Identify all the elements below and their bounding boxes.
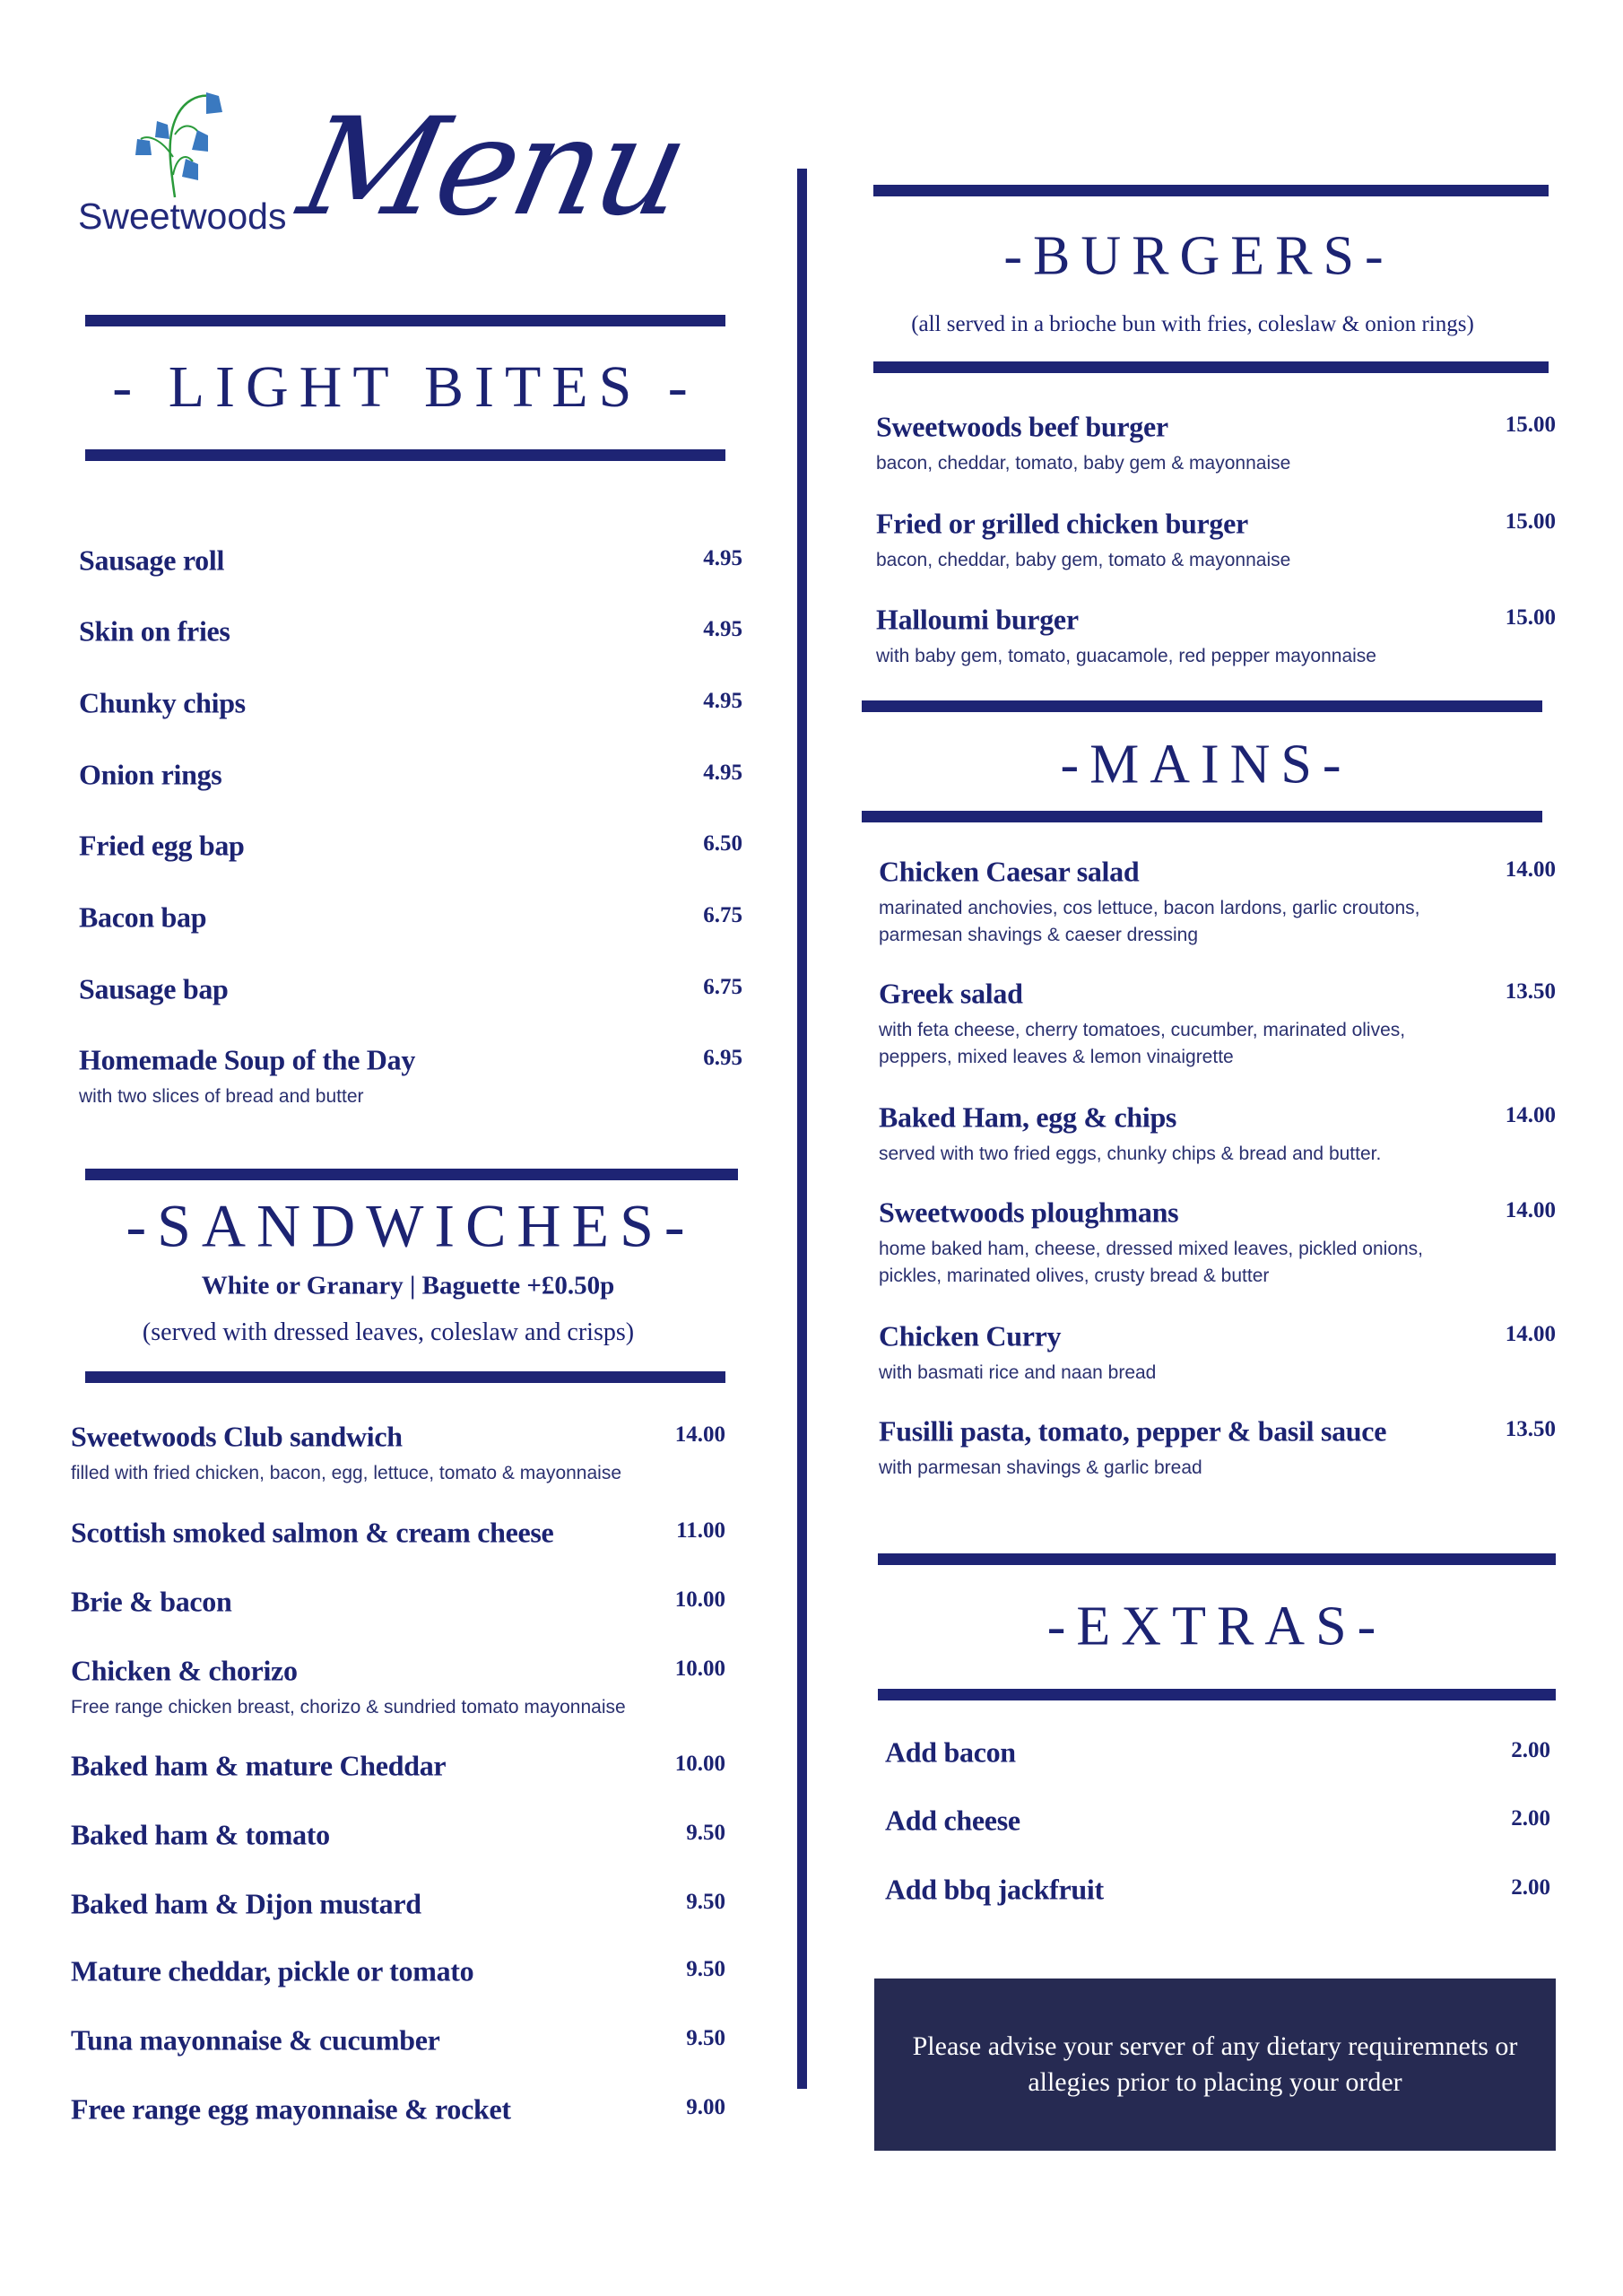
divider	[873, 185, 1549, 196]
divider	[85, 1371, 725, 1383]
item-price: 10.00	[674, 1657, 725, 1681]
divider	[85, 315, 725, 326]
sandwiches-served-with: (served with dressed leaves, coleslaw and crisps)	[142, 1318, 635, 1346]
item-description: bacon, cheddar, baby gem, tomato & mayonnaise	[876, 550, 1291, 570]
item-name: Bacon bap	[79, 900, 207, 934]
item-name: Chunky chips	[79, 686, 246, 719]
item-price: 14.00	[1505, 1103, 1556, 1127]
item-price: 4.95	[703, 689, 742, 713]
burgers-heading: -BURGERS-	[1003, 225, 1394, 287]
item-description: home baked ham, cheese, dressed mixed leaves, pickled onions,	[879, 1239, 1424, 1259]
item-price: 9.50	[686, 1957, 725, 1981]
item-price: 15.00	[1505, 413, 1556, 437]
item-name: Fried or grilled chicken burger	[876, 507, 1248, 540]
column-divider	[797, 169, 807, 2089]
item-name: Chicken Curry	[879, 1319, 1062, 1352]
divider	[85, 1169, 738, 1180]
item-name: Baked ham & Dijon mustard	[71, 1887, 421, 1920]
item-price: 10.00	[674, 1752, 725, 1776]
item-name: Tuna mayonnaise & cucumber	[71, 2023, 440, 2057]
sandwiches-heading: -SANDWICHES-	[126, 1191, 696, 1260]
item-price: 14.00	[674, 1422, 725, 1447]
item-name: Sweetwoods ploughmans	[879, 1196, 1179, 1229]
item-description: filled with fried chicken, bacon, egg, lettuce, tomato & mayonnaise	[71, 1463, 622, 1483]
extras-heading: -EXTRAS-	[1046, 1596, 1387, 1657]
item-name: Sausage roll	[79, 544, 225, 577]
item-description: bacon, cheddar, tomato, baby gem & mayonnaise	[876, 453, 1291, 474]
item-price: 14.00	[1505, 1322, 1556, 1346]
item-name: Sweetwoods beef burger	[876, 410, 1168, 443]
mains-heading: -MAINS-	[1060, 734, 1352, 796]
item-name: Add bbq jackfruit	[885, 1873, 1104, 1906]
item-name: Free range egg mayonnaise & rocket	[71, 2092, 511, 2126]
item-price: 6.50	[703, 831, 742, 856]
divider	[878, 1553, 1556, 1565]
item-price: 9.00	[686, 2095, 725, 2119]
item-price: 15.00	[1505, 605, 1556, 630]
item-price: 6.95	[703, 1046, 742, 1070]
item-name: Baked ham & mature Cheddar	[71, 1749, 447, 1782]
item-price: 6.75	[703, 975, 742, 999]
item-name: Chicken & chorizo	[71, 1654, 298, 1687]
item-price: 14.00	[1505, 1198, 1556, 1222]
divider	[862, 700, 1542, 712]
bluebell-logo-icon	[121, 85, 233, 202]
item-price: 9.50	[686, 1890, 725, 1914]
item-name: Sweetwoods Club sandwich	[71, 1420, 403, 1453]
item-description: served with two fried eggs, chunky chips & bread and butter.	[879, 1144, 1382, 1164]
item-description: marinated anchovies, cos lettuce, bacon lardons, garlic croutons,	[879, 898, 1420, 918]
divider	[878, 1689, 1556, 1700]
item-name: Fried egg bap	[79, 829, 245, 862]
item-price: 2.00	[1511, 1875, 1550, 1900]
item-price: 13.50	[1505, 979, 1556, 1004]
menu-title: Menu	[288, 90, 699, 246]
item-description: with feta cheese, cherry tomatoes, cucumber, marinated olives,	[879, 1020, 1406, 1040]
item-name: Fusilli pasta, tomato, pepper & basil sauce	[879, 1414, 1387, 1448]
item-name: Onion rings	[79, 758, 222, 791]
item-name: Add cheese	[885, 1804, 1020, 1837]
dietary-note-text: Please advise your server of any dietary requiremnets or allegies prior to placing your order	[912, 2031, 1518, 2097]
item-name: Halloumi burger	[876, 603, 1079, 636]
item-price: 14.00	[1505, 857, 1556, 882]
item-description: with parmesan shavings & garlic bread	[879, 1457, 1202, 1478]
item-price: 13.50	[1505, 1417, 1556, 1441]
item-name: Homemade Soup of the Day	[79, 1043, 416, 1076]
item-name: Baked Ham, egg & chips	[879, 1100, 1177, 1134]
divider	[862, 811, 1542, 822]
item-description: parmesan shavings & caeser dressing	[879, 925, 1199, 945]
item-description: Free range chicken breast, chorizo & sundried tomato mayonnaise	[71, 1697, 626, 1718]
item-price: 4.95	[703, 617, 742, 641]
item-price: 11.00	[676, 1518, 725, 1543]
item-description: with basmati rice and naan bread	[879, 1362, 1157, 1383]
divider	[873, 361, 1549, 373]
light-bites-heading: - LIGHT BITES -	[112, 354, 699, 420]
item-name: Baked ham & tomato	[71, 1818, 330, 1851]
item-name: Greek salad	[879, 977, 1023, 1010]
item-description: peppers, mixed leaves & lemon vinaigrette	[879, 1047, 1234, 1067]
item-name: Mature cheddar, pickle or tomato	[71, 1954, 474, 1987]
burgers-note: (all served in a brioche bun with fries, coleslaw & onion rings)	[911, 312, 1474, 336]
item-name: Sausage bap	[79, 972, 229, 1005]
item-price: 15.00	[1505, 509, 1556, 534]
item-name: Skin on fries	[79, 614, 230, 648]
item-price: 9.50	[686, 1821, 725, 1845]
item-price: 6.75	[703, 903, 742, 927]
item-name: Scottish smoked salmon & cream cheese	[71, 1516, 554, 1549]
bread-options: White or Granary | Baguette +£0.50p	[201, 1271, 615, 1300]
item-price: 10.00	[674, 1587, 725, 1612]
item-price: 9.50	[686, 2026, 725, 2050]
item-description: with two slices of bread and butter	[79, 1086, 364, 1107]
item-price: 4.95	[703, 761, 742, 785]
item-price: 4.95	[703, 546, 742, 570]
item-price: 2.00	[1511, 1738, 1550, 1762]
dietary-note	[874, 1979, 1556, 2151]
item-description: with baby gem, tomato, guacamole, red pepper mayonnaise	[876, 646, 1376, 666]
item-name: Add bacon	[885, 1735, 1016, 1769]
item-price: 2.00	[1511, 1806, 1550, 1831]
divider	[85, 449, 725, 461]
item-description: pickles, marinated olives, crusty bread & butter	[879, 1265, 1270, 1286]
item-name: Brie & bacon	[71, 1585, 232, 1618]
item-name: Chicken Caesar salad	[879, 855, 1140, 888]
brand-name: Sweetwoods	[78, 196, 287, 237]
